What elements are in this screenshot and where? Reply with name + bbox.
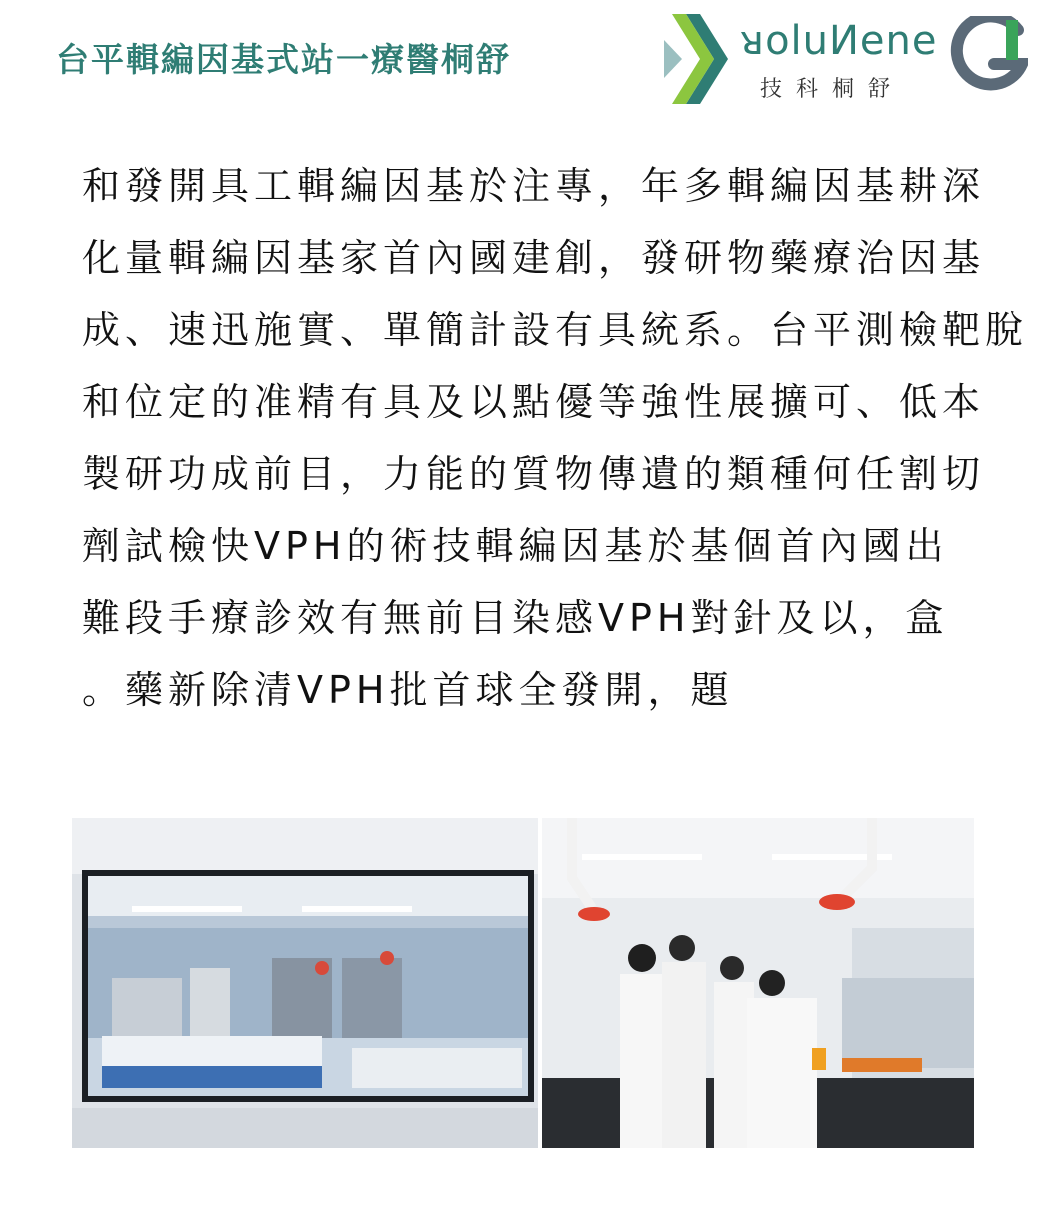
body-line: 化量輯編因基家首內國建創，發研物藥療治因基 <box>82 236 986 280</box>
page-title: 台平輯編因基式站一療醫桐舒 <box>56 40 511 79</box>
body-line: 和發開具工輯編因基於注專，年多輯編因基耕深 <box>82 164 986 208</box>
gene-ruler-logo-icon <box>944 16 1028 100</box>
body-line: 成、速迅施實、單簡計設有具統系。台平測檢靶脫 <box>82 308 1029 352</box>
researchers-photo <box>542 818 974 1148</box>
body-line: 劑試檢快VPH的術技輯編因基於基個首內國出 <box>82 524 949 568</box>
lab-window-photo <box>72 818 538 1148</box>
body-line: 製研功成前目，力能的質物傳遺的類種何任割切 <box>82 452 986 496</box>
header <box>0 0 1051 112</box>
brand-name: ᴚoluИene <box>740 18 938 64</box>
body-line: 。藥新除清VPH批首球全發開，題 <box>82 668 734 712</box>
article-body <box>82 150 1029 726</box>
chevron-logo-icon <box>660 10 732 108</box>
body-line: 和位定的准精有具及以點優等強性展擴可、低本 <box>82 380 986 424</box>
lab-photos <box>72 818 974 1148</box>
brand-subtitle: 技科桐舒 <box>760 77 905 102</box>
body-line: 難段手療診效有無前目染感VPH對針及以，盒 <box>82 596 949 640</box>
